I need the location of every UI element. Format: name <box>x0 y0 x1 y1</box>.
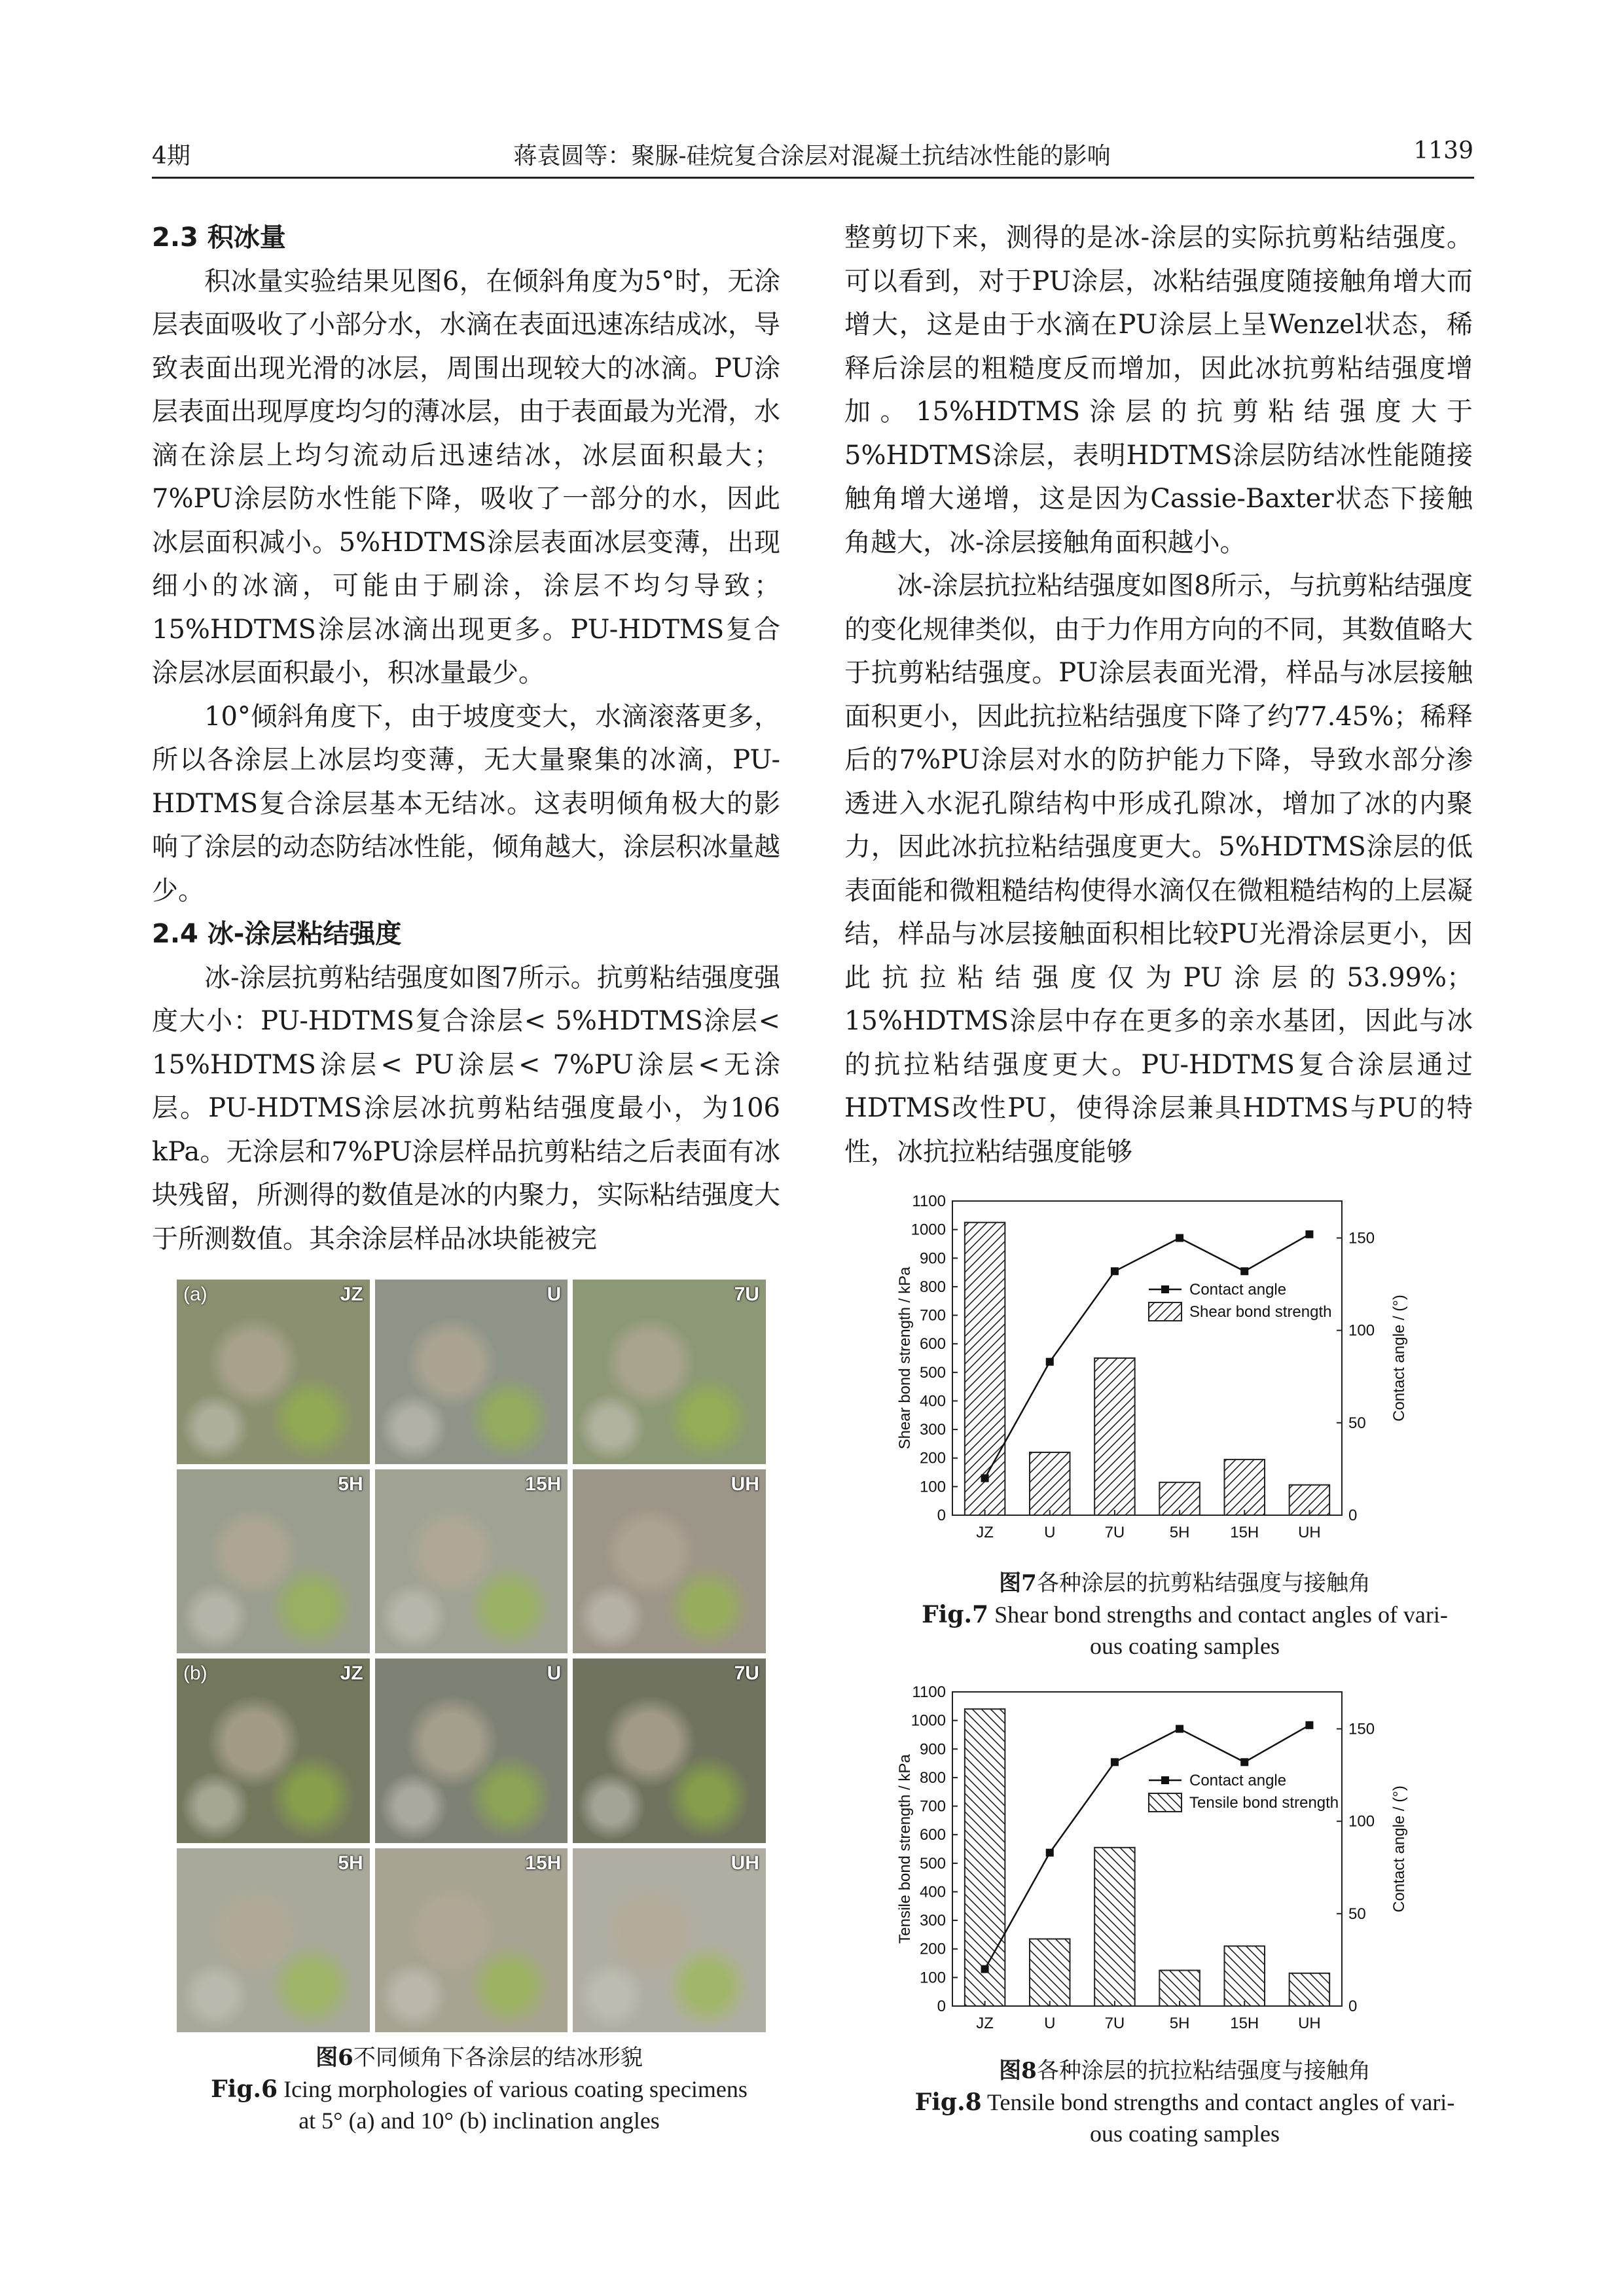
x-tick-label: JZ <box>976 1524 994 1541</box>
y-tick-label: 200 <box>919 1940 946 1958</box>
y2-tick-label: 100 <box>1348 1812 1375 1831</box>
caption-text-cn: 各种涂层的抗剪粘结强度与接触角 <box>1036 1570 1371 1596</box>
paragraph: 整剪切下来，测得的是冰-涂层的实际抗剪粘结强度。可以看到，对于PU涂层，冰粘结强度随接触角增大而增大，这是由于水滴在PU涂层上呈Wenzel状态，稀释后涂层的粗糙度反而增加，因此冰抗剪粘结强度增加。15%HDTMS涂层的抗剪粘结强度大于5%HDTMS涂层，表明HDTMS涂层防结冰性能随接触角增大递增，这是因为Cassie-Baxter状态下接触角越大，冰-涂层接触角面积越小。 <box>844 223 1473 558</box>
photo-tile <box>375 1280 568 1464</box>
x-tick-label: 7U <box>1104 1524 1125 1541</box>
figure-7-chart <box>890 1191 1479 1558</box>
running-title: 蒋袁圆等：聚脲-硅烷复合涂层对混凝土抗结冰性能的影响 <box>513 143 1111 170</box>
caption-text-en: Tensile bond strengths and contact angles of vari- <box>987 2089 1455 2115</box>
x-tick-label: JZ <box>976 2015 994 2032</box>
y2-tick-label: 150 <box>1348 1720 1375 1738</box>
y2-tick-label: 100 <box>1348 1321 1375 1340</box>
y2-tick-label: 50 <box>1348 1905 1366 1923</box>
tile-label: UH <box>731 1473 759 1495</box>
photo-tile <box>375 1659 568 1843</box>
tile-label: 15H <box>525 1852 562 1874</box>
bar <box>1030 1452 1070 1515</box>
legend-label: Contact angle <box>1189 1281 1287 1299</box>
caption-number: 图7 <box>999 1570 1037 1596</box>
x-tick-label: UH <box>1298 1524 1321 1541</box>
photo-tile <box>177 1469 370 1654</box>
photo-tile <box>573 1280 766 1464</box>
caption-number: 图8 <box>999 2058 1037 2084</box>
y-tick-label: 800 <box>919 1768 946 1787</box>
contact-angle-line <box>985 1725 1310 1969</box>
caption-text-cn: 各种涂层的抗拉粘结强度与接触角 <box>1036 2058 1371 2084</box>
tile-label: 7U <box>734 1283 759 1305</box>
legend-point-swatch <box>1161 1285 1169 1293</box>
figure-8-chart <box>890 1682 1479 2049</box>
contact-angle-point <box>1111 1758 1119 1766</box>
y2-tick-label: 0 <box>1348 1998 1358 2015</box>
legend-label: Shear bond strength <box>1189 1303 1332 1321</box>
y-tick-label: 900 <box>919 1249 946 1268</box>
y-tick-label: 400 <box>919 1883 946 1901</box>
caption-number-en: Fig.6 <box>211 2075 278 2103</box>
y-tick-label: 300 <box>919 1912 946 1930</box>
bar <box>1094 1848 1134 2006</box>
contact-angle-point <box>1176 1725 1183 1732</box>
contact-angle-point <box>1046 1849 1054 1857</box>
y-tick-label: 900 <box>919 1740 946 1759</box>
x-tick-label: U <box>1044 1524 1056 1541</box>
y2-tick-label: 150 <box>1348 1229 1375 1247</box>
y-tick-label: 1100 <box>912 1683 946 1701</box>
contact-angle-point <box>1240 1758 1248 1766</box>
contact-angle-point <box>981 1475 989 1482</box>
bar <box>1225 1460 1265 1515</box>
photo-tile <box>573 1848 766 2033</box>
tile-label: 5H <box>338 1473 363 1495</box>
caption-number-en: Fig.7 <box>922 1601 989 1628</box>
legend-label: Tensile bond strength <box>1189 1794 1339 1812</box>
y-tick-label: 300 <box>919 1421 946 1439</box>
figure-8-caption <box>857 2055 1512 2149</box>
tile-label: 15H <box>525 1473 562 1495</box>
contact-angle-point <box>1111 1267 1119 1275</box>
y2-tick-label: 0 <box>1348 1507 1358 1524</box>
contact-angle-line <box>985 1234 1310 1479</box>
caption-text-en: Icing morphologies of various coating specimens <box>283 2076 748 2102</box>
y-tick-label: 700 <box>919 1797 946 1816</box>
paragraph: 冰-涂层抗剪粘结强度如图7所示。抗剪粘结强度强度大小：PU-HDTMS复合涂层< 5%HDTMS涂层< 15%HDTMS涂层< PU涂层< 7%PU涂层<无涂层。PU-HDTMS涂层冰抗剪粘结强度最小，为106 kPa。无涂层和7%PU涂层样品抗剪粘结之后表面有冰块残留，所测得的数值是冰的内聚力，实际粘结强度大于所测数值。其余涂层样品冰块能被完 <box>152 962 780 1254</box>
y-tick-label: 100 <box>919 1969 946 1987</box>
photo-tile <box>177 1848 370 2033</box>
legend-bar-swatch <box>1149 1793 1182 1812</box>
y-axis-title: Shear bond strength / kPa <box>896 1266 914 1450</box>
y-tick-label: 0 <box>937 1998 946 2015</box>
contact-angle-point <box>1305 1721 1313 1729</box>
bar <box>1159 1970 1199 2006</box>
panel-label: (a) <box>183 1283 208 1305</box>
y-tick-label: 700 <box>919 1306 946 1325</box>
photo-tile <box>177 1280 370 1464</box>
photo-tile <box>375 1848 568 2033</box>
tile-label: JZ <box>340 1662 363 1684</box>
tile-label: UH <box>731 1852 759 1874</box>
y-tick-label: 600 <box>919 1335 946 1354</box>
photo-tile <box>177 1659 370 1843</box>
x-tick-label: 7U <box>1104 2015 1125 2032</box>
caption-text-en: Shear bond strengths and contact angles of vari- <box>994 1602 1448 1628</box>
y-tick-label: 500 <box>919 1854 946 1873</box>
bar <box>1225 1946 1265 2006</box>
bar <box>1094 1358 1134 1515</box>
caption-number: 图6 <box>316 2045 353 2071</box>
photo-tile <box>375 1469 568 1654</box>
tile-label: 5H <box>338 1852 363 1874</box>
bar <box>965 1223 1005 1515</box>
photo-tile <box>573 1659 766 1843</box>
caption-text-en-cont: at 5° (a) and 10° (b) inclination angles <box>298 2108 660 2134</box>
y2-tick-label: 50 <box>1348 1414 1366 1432</box>
tile-label: JZ <box>340 1283 363 1305</box>
caption-text-en-cont: ous coating samples <box>1090 1633 1280 1659</box>
x-tick-label: 15H <box>1230 2015 1259 2032</box>
y-tick-label: 600 <box>919 1826 946 1844</box>
figure-6-photo-grid <box>177 1280 766 2032</box>
tile-label: U <box>547 1662 562 1684</box>
legend-point-swatch <box>1161 1776 1169 1784</box>
section-heading-2-4: 2.4 冰-涂层粘结强度 <box>152 919 402 949</box>
tile-label: 7U <box>734 1662 759 1684</box>
caption-text-cn: 不同倾角下各涂层的结冰形貌 <box>353 2045 643 2071</box>
x-tick-label: 15H <box>1230 1524 1259 1541</box>
x-tick-label: U <box>1044 2015 1056 2032</box>
paragraph: 10°倾斜角度下，由于坡度变大，水滴滚落更多，所以各涂层上冰层均变薄，无大量聚集的冰滴，PU-HDTMS复合涂层基本无结冰。这表明倾角极大的影响了涂层的动态防结冰性能，倾角越大，涂层积冰量越少。 <box>152 701 780 906</box>
caption-number-en: Fig.8 <box>914 2089 982 2116</box>
y-tick-label: 0 <box>937 1507 946 1524</box>
y-tick-label: 1000 <box>911 1712 946 1730</box>
y-tick-label: 800 <box>919 1278 946 1296</box>
legend-bar-swatch <box>1149 1302 1182 1321</box>
x-tick-label: UH <box>1298 2015 1321 2032</box>
y-tick-label: 1100 <box>912 1193 946 1210</box>
y2-axis-title: Contact angle / (°) <box>1390 1295 1408 1422</box>
bar <box>1030 1939 1070 2006</box>
y-tick-label: 100 <box>919 1478 946 1496</box>
figure-6-caption <box>152 2042 806 2136</box>
issue-number: 4期 <box>152 143 190 170</box>
section-heading-2-3: 2.3 积冰量 <box>152 223 286 253</box>
x-tick-label: 5H <box>1169 2015 1190 2032</box>
y-tick-label: 1000 <box>911 1221 946 1239</box>
y-tick-label: 400 <box>919 1392 946 1410</box>
x-tick-label: 5H <box>1169 1524 1190 1541</box>
contact-angle-point <box>1240 1267 1248 1275</box>
y-tick-label: 200 <box>919 1449 946 1467</box>
legend-label: Contact angle <box>1189 1772 1287 1789</box>
right-column <box>844 216 1473 1174</box>
figure-7-caption <box>857 1568 1512 1662</box>
contact-angle-point <box>1046 1358 1054 1366</box>
caption-text-en-cont: ous coating samples <box>1090 2121 1280 2147</box>
paragraph: 积冰量实验结果见图6，在倾斜角度为5°时，无涂层表面吸收了小部分水，水滴在表面迅速冻结成冰，导致表面出现光滑的冰层，周围出现较大的冰滴。PU涂层表面出现厚度均匀的薄冰层，由于表面最为光滑，水滴在涂层上均匀流动后迅速结冰，冰层面积最大；7%PU涂层防水性能下降，吸收了一部分的水，因此冰层面积减小。5%HDTMS涂层表面冰层变薄，出现细小的冰滴，可能由于刷涂，涂层不均匀导致；15%HDTMS涂层冰滴出现更多。PU-HDTMS复合涂层冰层面积最小，积冰量最少。 <box>152 266 780 688</box>
photo-tile <box>573 1469 766 1654</box>
paragraph: 冰-涂层抗拉粘结强度如图8所示，与抗剪粘结强度的变化规律类似，由于力作用方向的不同，其数值略大于抗剪粘结强度。PU涂层表面光滑，样品与冰层接触面积更小，因此抗拉粘结强度下降了约77.45%；稀释后的7%PU涂层对水的防护能力下降，导致水部分渗透进入水泥孔隙结构中形成孔隙冰，增加了冰的内聚力，因此冰抗拉粘结强度更大。5%HDTMS涂层的低表面能和微粗糙结构使得水滴仅在微粗糙结构的上层凝结，样品与冰层接触面积相比较PU光滑涂层更小，因此抗拉粘结强度仅为PU涂层的53.99%；15%HDTMS涂层中存在更多的亲水基团，因此与冰的抗拉粘结强度更大。PU-HDTMS复合涂层通过HDTMS改性PU，使得涂层兼具HDTMS与PU的特性，冰抗拉粘结强度能够 <box>844 571 1473 1167</box>
contact-angle-point <box>1176 1234 1183 1242</box>
page-number: 1139 <box>1413 137 1473 164</box>
bar <box>965 1709 1005 2006</box>
contact-angle-point <box>981 1965 989 1973</box>
header-rule <box>152 177 1474 179</box>
panel-label: (b) <box>183 1662 208 1684</box>
y-tick-label: 500 <box>919 1363 946 1382</box>
contact-angle-point <box>1305 1230 1313 1238</box>
y-axis-title: Tensile bond strength / kPa <box>896 1754 914 1944</box>
y2-axis-title: Contact angle / (°) <box>1390 1785 1408 1912</box>
tile-label: U <box>547 1283 562 1305</box>
left-column <box>152 216 780 1261</box>
